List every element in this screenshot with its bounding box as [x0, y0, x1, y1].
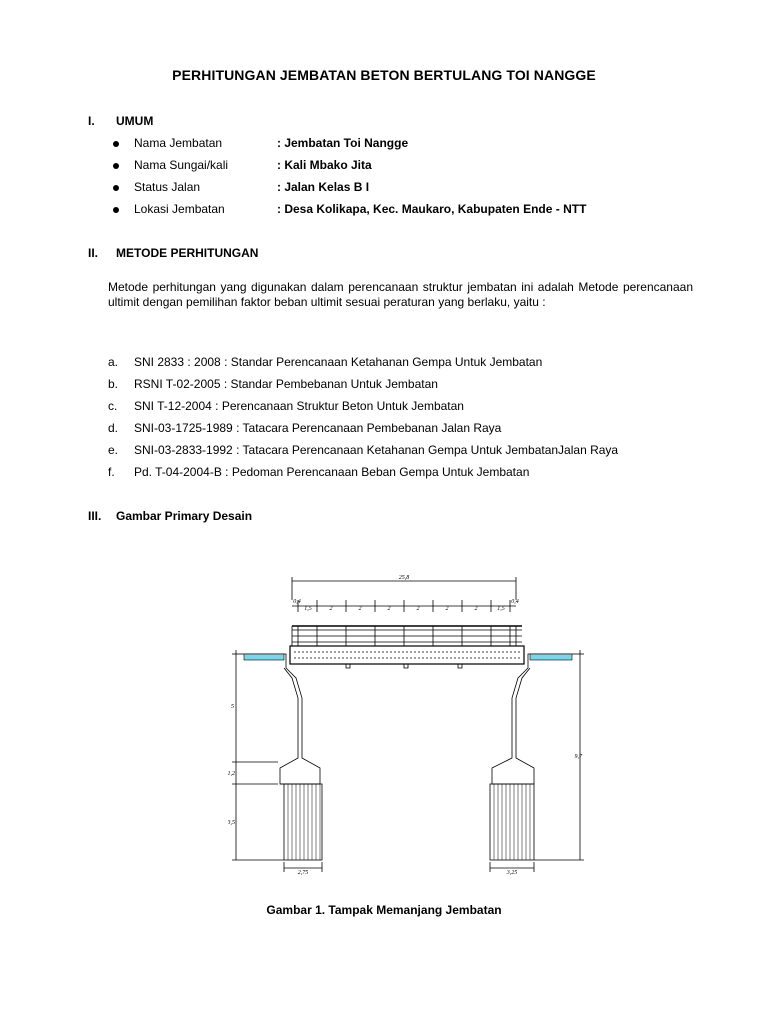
reference-letter: c. [108, 399, 118, 413]
dim-span: 2 [387, 606, 391, 612]
item-label: Lokasi Jembatan [134, 202, 225, 216]
reference-text: SNI-03-2833-1992 : Tatacara Perencanaan Ketahanan Gempa Untuk JembatanJalan Raya [134, 443, 619, 457]
dim-left-base: 2,75 [297, 870, 309, 876]
section-title: METODE PERHITUNGAN [116, 246, 259, 260]
reference-text: Pd. T-04-2004-B : Pedoman Perencanaan Beban Gempa Untuk Jembatan [134, 465, 530, 479]
figure-caption: Gambar 1. Tampak Memanjang Jembatan [266, 903, 502, 917]
bullet-icon [113, 185, 119, 191]
metode-paragraph: Metode perhitungan yang digunakan dalam perencanaan struktur jembatan ini adalah Metode perencanaan ultimit dengan pemilihan faktor beban ultimit sesuai peraturan yang berlaku, yaitu : [108, 280, 693, 309]
section-number: II. [88, 246, 99, 260]
reference-letter: d. [108, 421, 119, 435]
reference-text: RSNI T-02-2005 : Standar Pembebanan Untuk Jembatan [134, 377, 438, 391]
item-label: Nama Jembatan [134, 136, 223, 150]
reference-letter: f. [108, 465, 115, 479]
reference-text: SNI 2833 : 2008 : Standar Perencanaan Ketahanan Gempa Untuk Jembatan [134, 355, 543, 369]
item-value: : Desa Kolikapa, Kec. Maukaro, Kabupaten Ende - NTT [277, 202, 587, 216]
item-value: : Jalan Kelas B I [277, 180, 370, 194]
item-value: : Kali Mbako Jita [277, 158, 372, 172]
section-number: III. [88, 509, 102, 523]
dim-total-length: 25,8 [398, 575, 410, 581]
dim-span: 2 [358, 606, 362, 612]
dim-right-base: 3,25 [506, 870, 518, 876]
dim-total-height: 9,7 [574, 754, 582, 760]
dim-left-edge: 0,4 [293, 599, 301, 605]
dim-end-span-left: 1,5 [304, 606, 312, 612]
dim-pile-cap: 1,2 [228, 771, 235, 777]
bridge-elevation-drawing [228, 572, 588, 882]
item-value: : Jembatan Toi Nangge [277, 136, 409, 150]
dim-span: 2 [474, 606, 478, 612]
section-number: I. [88, 114, 95, 128]
section-gambar-heading [88, 509, 252, 523]
bullet-icon [113, 163, 119, 169]
reference-text: SNI-03-1725-1989 : Tatacara Perencanaan Pembebanan Jalan Raya [134, 421, 502, 435]
bullet-icon [113, 207, 119, 213]
reference-letter: e. [108, 443, 119, 457]
section-umum-heading [88, 114, 153, 128]
reference-letter: b. [108, 377, 119, 391]
document-title: PERHITUNGAN JEMBATAN BETON BERTULANG TOI NANGGE [172, 67, 596, 83]
reference-letter: a. [108, 355, 119, 369]
dim-end-span-right: 1,5 [497, 606, 505, 612]
section-title: Gambar Primary Desain [116, 509, 253, 523]
reference-text: SNI T-12-2004 : Perencanaan Struktur Beton Untuk Jembatan [134, 399, 464, 413]
section-metode-heading [88, 246, 258, 260]
item-label: Nama Sungai/kali [134, 158, 229, 172]
dim-pile-length: 3,5 [228, 820, 235, 826]
bullet-icon [113, 141, 119, 147]
dim-right-edge: 0,4 [511, 599, 519, 605]
dim-span: 2 [329, 606, 333, 612]
section-title: UMUM [116, 114, 154, 128]
item-label: Status Jalan [134, 180, 201, 194]
dim-span: 2 [416, 606, 420, 612]
right-approach-slab [530, 654, 572, 660]
dim-span: 2 [445, 606, 449, 612]
dim-abutment-height: 5 [231, 704, 234, 710]
left-approach-slab [244, 654, 284, 660]
